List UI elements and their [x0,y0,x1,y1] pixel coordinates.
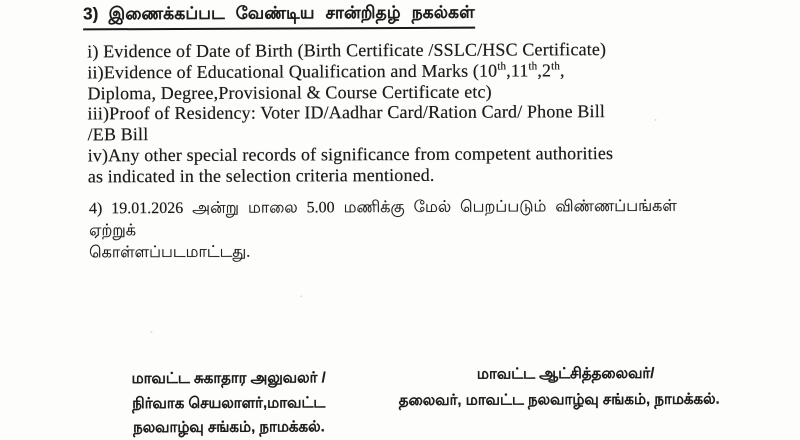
superscript-th: th [551,60,561,73]
evidence-list [87,38,748,186]
section-heading [83,3,475,31]
evidence-item-iv: iv)Any other special records of significance from competent authorities [87,143,614,166]
deadline-note-line-2: கொள்ளப்படமாட்டது. [89,243,251,262]
evidence-item-iii-continuation: /EB Bill [87,124,149,145]
scan-artifact [300,295,302,297]
evidence-item-iii: iii)Proof of Residency: Voter ID/Aadhar Card/Ration Card/ Phone Bill [87,101,606,124]
scan-artifact [150,331,152,333]
signature-left-line-2: நிர்வாக செயலாளர்,மாவட்ட [132,393,326,412]
evidence-item-ii-continuation: Diploma, Degree,Provisional & Course Certificate etc) [87,81,492,103]
signature-right-line-1: மாவட்ட ஆட்சித்தலைவர்/ [476,364,655,383]
deadline-note [89,196,729,265]
evidence-item-iv-continuation: as indicated in the selection criteria mentioned. [87,164,435,187]
superscript-th: th [497,60,507,73]
heading-title: இணைக்கப்பட வேண்டிய சான்றிதழ் நகல்கள் [108,2,475,24]
signature-left-line-3: நலவாழ்வு சங்கம், நாமக்கல். [133,418,325,437]
signature-block-left [121,366,337,440]
signature-left-line-1: மாவட்ட சுகாதார அலுவலர் / [131,369,326,388]
evidence-item-ii: ii)Evidence of Educational Qualification and Marks (10th,11th,2th, [87,60,565,83]
evidence-item-i: i) Evidence of Date of Birth (Birth Certificate /SSLC/HSC Certificate) [87,39,607,62]
signature-block-right [399,361,733,414]
deadline-note-line-1: 4) 19.01.2026 அன்று மாலை 5.00 மணிக்கு மேல் பெறப்படும் விண்ணப்பங்கள் ஏற்றுக் [88,197,677,240]
superscript-th: th [528,60,538,73]
heading-number: 3) [83,4,99,24]
scan-artifact [655,119,657,121]
signature-right-line-2: தலைவர், மாவட்ட நலவாழ்வு சங்கம், நாமக்கல். [398,390,720,410]
